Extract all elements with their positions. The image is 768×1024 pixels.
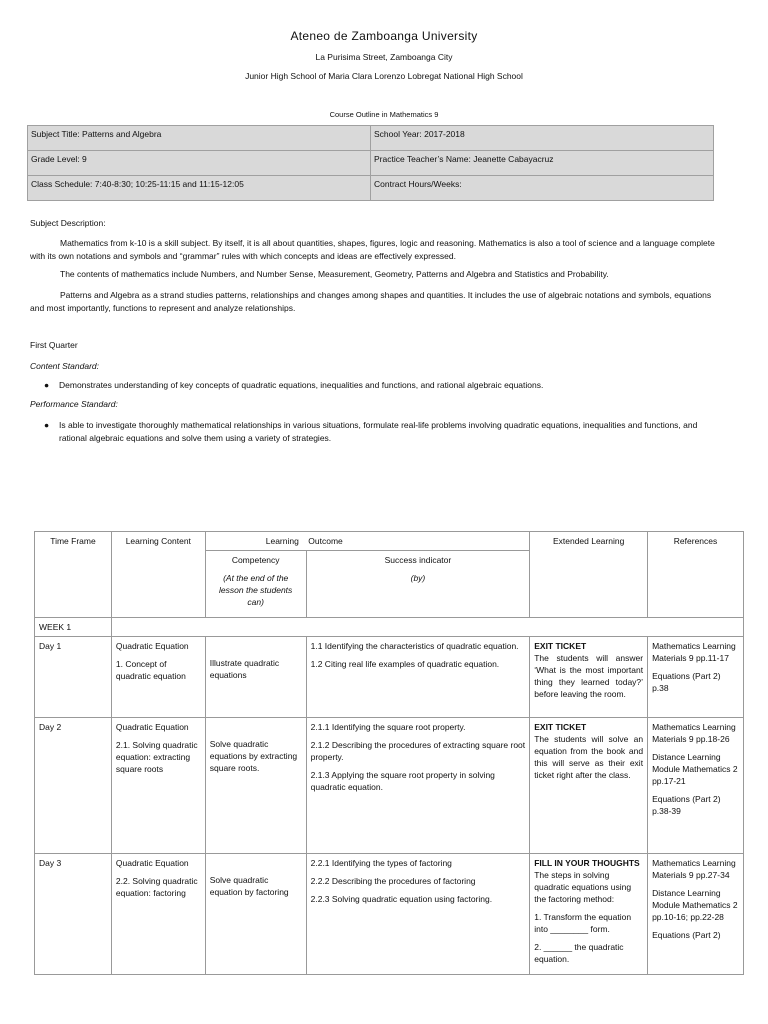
header-time-frame: Time Frame (35, 532, 112, 618)
reference-item: Distance Learning Module Mathematics 2 pp.17-21 (652, 752, 738, 786)
indicator-item: 2.2.2 Describing the procedures of factoring (310, 876, 476, 886)
content-title: Quadratic Equation (115, 858, 189, 868)
content-standard-item (44, 379, 724, 392)
competency-text: Solve quadratic equation by factoring (209, 875, 289, 897)
subject-info-table (27, 125, 714, 201)
week-row-filler (111, 618, 743, 637)
indicator-item: 2.1.1 Identifying the square root property. (310, 722, 466, 732)
competency-label: Competency (231, 555, 280, 565)
performance-standard-text: Is able to investigate thoroughly mathematical relationships in various situations, formulate real-life problems involving quadratic equations, inequalities and functions, and rational algebraic equations and solve them using a variety of strategies. (59, 420, 698, 443)
content-cell (111, 637, 205, 718)
references-cell (648, 718, 744, 854)
extended-text: The steps in solving quadratic equations using the factoring method: (534, 870, 632, 904)
subject-title: Subject Title: Patterns and Algebra (28, 126, 371, 151)
header-competency (205, 551, 306, 618)
indicator-item: 2.2.1 Identifying the types of factoring (310, 858, 452, 868)
day-cell: Day 1 (35, 637, 112, 718)
subject-description-heading: Subject Description: (30, 218, 106, 228)
learning-plan-table (34, 531, 744, 975)
competency-text: Solve quadratic equations by extracting square roots. (209, 739, 298, 773)
extended-cell (530, 718, 648, 854)
competency-cell (205, 718, 306, 854)
bullet-icon: ● (44, 420, 50, 430)
extended-title: FILL IN YOUR THOUGHTS (534, 858, 640, 868)
grade-level: Grade Level: 9 (28, 151, 371, 176)
indicator-item: 1.2 Citing real life examples of quadratic equation. (310, 659, 500, 669)
description-paragraph-1 (30, 237, 720, 262)
quarter-title: First Quarter (30, 340, 78, 350)
content-subtopic: 2.2. Solving quadratic equation: factoring (115, 876, 198, 898)
indicator-cell (306, 718, 530, 854)
header-references: References (648, 532, 744, 618)
description-p2-text: The contents of mathematics include Numbers, and Number Sense, Measurement, Geometry, Patterns and Algebra and Statistics and Probability. (60, 269, 609, 279)
reference-item: Distance Learning Module Mathematics 2 pp.10-16; pp.22-28 (652, 888, 738, 922)
extended-text: The students will solve an equation from the book and this will serve as their exit ticket right after the class. (534, 734, 644, 780)
header-learning-outcome-text: Learning Outcome (265, 536, 343, 546)
extended-title: EXIT TICKET (534, 641, 587, 651)
header-learning-content: Learning Content (111, 532, 205, 618)
contract-hours: Contract Hours/Weeks: (371, 176, 714, 201)
competency-note: (At the end of the lesson the students can) (219, 573, 293, 607)
content-standard-label: Content Standard: (30, 361, 99, 371)
indicator-item: 2.2.3 Solving quadratic equation using factoring. (310, 894, 493, 904)
competency-text: Illustrate quadratic equations (209, 658, 280, 680)
table-row (35, 854, 744, 975)
content-cell (111, 854, 205, 975)
content-title: Quadratic Equation (115, 641, 189, 651)
indicator-item: 1.1 Identifying the characteristics of quadratic equation. (310, 641, 519, 651)
course-outline-title: Course Outline in Mathematics 9 (329, 110, 439, 119)
school-year: School Year: 2017-2018 (371, 126, 714, 151)
table-row (35, 637, 744, 718)
description-paragraph-2 (30, 268, 720, 281)
indicator-cell (306, 854, 530, 975)
success-indicator-label: Success indicator (384, 555, 452, 565)
reference-item: Equations (Part 2) p.38 (652, 671, 721, 693)
reference-item: Equations (Part 2) (652, 930, 721, 940)
header-success-indicator (306, 551, 530, 618)
reference-item: Mathematics Learning Materials 9 pp.11-17 (652, 641, 736, 663)
extended-text: The students will answer ‘What is the most important thing they learned today?’ before leaving the room. (534, 653, 644, 699)
practice-teacher: Practice Teacher’s Name: Jeanette Cabayacruz (371, 151, 714, 176)
competency-cell (205, 854, 306, 975)
extended-item: 1. Transform the equation into ________ form. (534, 912, 632, 934)
extended-cell (530, 854, 648, 975)
header-learning-outcome (205, 532, 530, 551)
references-cell (648, 854, 744, 975)
day-cell: Day 2 (35, 718, 112, 854)
table-row (35, 718, 744, 854)
day-cell: Day 3 (35, 854, 112, 975)
extended-title: EXIT TICKET (534, 722, 587, 732)
extended-cell (530, 637, 648, 718)
school-name: Junior High School of Maria Clara Lorenzo Lobregat National High School (245, 71, 523, 81)
extended-item: 2. ______ the quadratic equation. (534, 942, 624, 964)
header-extended-learning: Extended Learning (530, 532, 648, 618)
bullet-icon: ● (44, 380, 50, 390)
indicator-item: 2.1.3 Applying the square root property in solving quadratic equation. (310, 770, 495, 792)
indicator-cell (306, 637, 530, 718)
indicator-item: 2.1.2 Describing the procedures of extracting square root property. (310, 740, 526, 762)
description-paragraph-3 (30, 289, 720, 314)
reference-item: Mathematics Learning Materials 9 pp.18-26 (652, 722, 736, 744)
success-indicator-note: (by) (410, 573, 426, 583)
reference-item: Equations (Part 2) p.38-39 (652, 794, 721, 816)
school-address: La Purisima Street, Zamboanga City (315, 52, 453, 62)
competency-cell (205, 637, 306, 718)
reference-item: Mathematics Learning Materials 9 pp.27-34 (652, 858, 736, 880)
description-p3-text: Patterns and Algebra as a strand studies patterns, relationships and changes among shapes and quantities. It includes the use of algebraic notations and symbols, equations and most importantly, functions to represent and analyze relationships. (30, 290, 712, 313)
references-cell (648, 637, 744, 718)
content-subtopic: 1. Concept of quadratic equation (115, 659, 186, 681)
university-name: Ateneo de Zamboanga University (290, 29, 478, 43)
description-p1-text: Mathematics from k-10 is a skill subject. By itself, it is all about quantities, shapes, figures, logic and reasoning. Mathematics is also a tool of science and a language complete with its own notations and symbols and “grammar” rules with which concepts and ideas are effectively expressed. (30, 238, 715, 261)
content-standard-text: Demonstrates understanding of key concepts of quadratic equations, inequalities and functions, and rational algebraic equations. (59, 380, 544, 390)
content-cell (111, 718, 205, 854)
content-title: Quadratic Equation (115, 722, 189, 732)
performance-standard-label: Performance Standard: (30, 399, 118, 409)
week-label: WEEK 1 (35, 618, 112, 637)
performance-standard-item (44, 419, 724, 444)
content-subtopic: 2.1. Solving quadratic equation: extracting square roots (115, 740, 198, 774)
class-schedule: Class Schedule: 7:40-8:30; 10:25-11:15 and 11:15-12:05 (28, 176, 371, 201)
